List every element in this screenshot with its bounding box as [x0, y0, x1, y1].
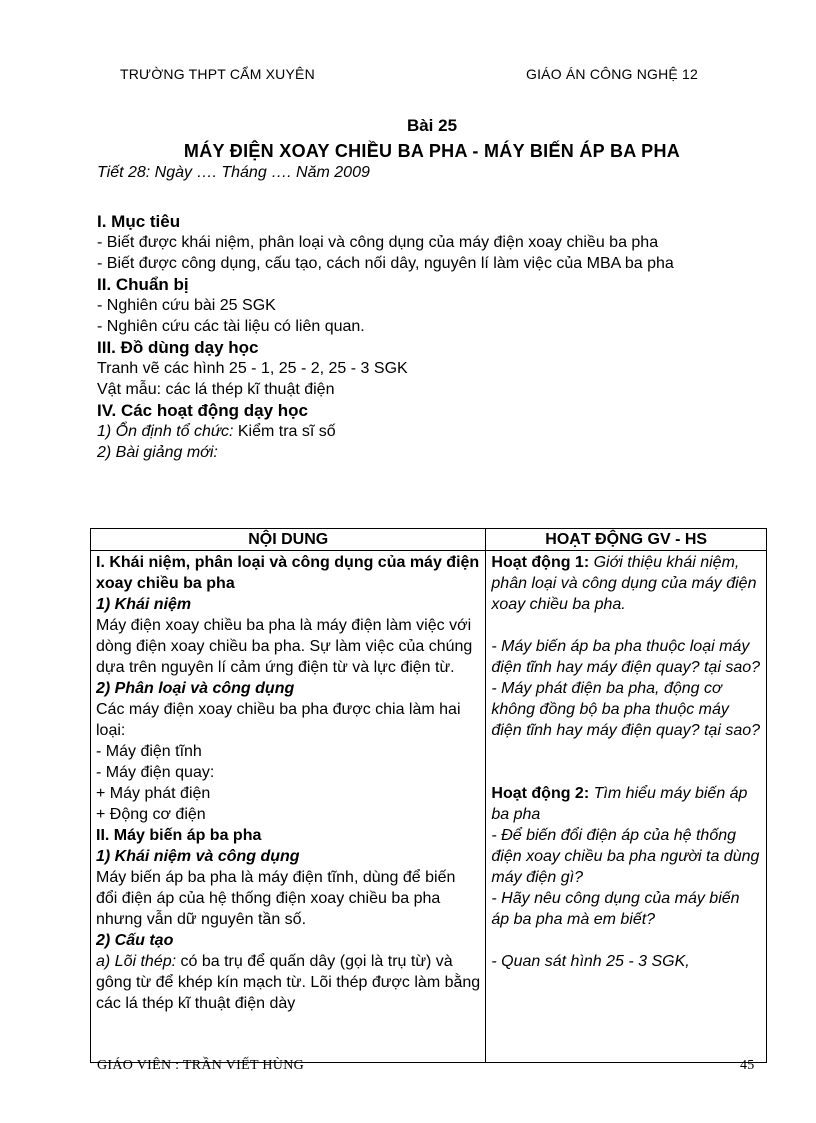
aids-item: Vật mẫu: các lá thép kĩ thuật điện — [97, 381, 335, 398]
aids-item: Tranh vẽ các hình 25 - 1, 25 - 2, 25 - 3 SGK — [97, 360, 408, 377]
activities-heading: IV. Các hoạt động dạy học — [97, 401, 308, 420]
activity-2-text: Tìm hiểu máy biến áp ba pha — [491, 785, 748, 823]
core-label: a) Lõi thép: — [96, 953, 177, 970]
section-1-heading: I. Khái niệm, phân loại và công dụng của máy điện xoay chiều ba pha — [96, 554, 480, 592]
lesson-body — [97, 207, 767, 463]
title-block — [96, 114, 768, 164]
prep-item: - Nghiên cứu bài 25 SGK — [97, 297, 276, 314]
period-line: Tiết 28: Ngày …. Tháng …. Năm 2009 — [97, 164, 370, 181]
question-1: - Máy biến áp ba pha thuộc loại máy điện tĩnh hay máy điện quay? tại sao? — [491, 638, 761, 676]
step-1-label: 1) Ổn định tổ chức: — [97, 423, 234, 440]
activity-column-header: HOẠT ĐỘNG GV - HS — [486, 529, 767, 551]
question-4: - Hãy nêu công dụng của máy biến áp ba pha mà em biết? — [491, 890, 740, 928]
list-item: + Máy phát điện — [96, 785, 211, 802]
content-cell — [91, 551, 486, 1063]
school-name: TRƯỜNG THPT CẨM XUYÊN — [120, 66, 315, 82]
objectives-heading: I. Mục tiêu — [97, 212, 181, 231]
aids-heading: III. Đồ dùng dạy học — [97, 338, 259, 357]
list-item: + Động cơ điện — [96, 806, 206, 823]
lesson-title: MÁY ĐIỆN XOAY CHIỀU BA PHA - MÁY BIẾN ÁP BA PHA — [183, 141, 681, 161]
activity-cell — [486, 551, 767, 1063]
section-1-text-2: Các máy điện xoay chiều ba pha được chia làm hai loại: — [96, 701, 461, 739]
prep-item: - Nghiên cứu các tài liệu có liên quan. — [97, 318, 365, 335]
question-3: - Để biến đổi điện áp của hệ thống điện xoay chiều ba pha người ta dùng máy điện gì? — [491, 827, 760, 886]
core-text: có ba trụ để quấn dây (gọi là trụ từ) và gông từ để khép kín mạch từ. Lõi thép được làm bằng các lá thép kĩ thuật điện dày — [96, 953, 481, 1012]
teacher-name: GIÁO VIÊN : TRẦN VIẾT HÙNG — [97, 1058, 305, 1073]
lesson-number: Bài 25 — [406, 116, 458, 135]
section-2-subheading-1: 1) Khái niệm và công dụng — [96, 848, 300, 865]
page-number: 45 — [740, 1058, 755, 1073]
section-2-heading: II. Máy biến áp ba pha — [96, 827, 262, 844]
activity-2 — [491, 783, 761, 825]
section-2-text-1: Máy biến áp ba pha là máy điện tĩnh, dùng để biến đổi điện áp của hệ thống điện xoay chiều ba pha nhưng vẫn dữ nguyên tần số. — [96, 869, 456, 928]
objective-item: - Biết được khái niệm, phân loại và công dụng của máy điện xoay chiều ba pha — [97, 234, 659, 251]
objective-item: - Biết được công dụng, cấu tạo, cách nối dây, nguyên lí làm việc của MBA ba pha — [97, 255, 674, 272]
activity-2-label: Hoạt động 2: — [491, 785, 590, 802]
activity-1 — [491, 552, 761, 615]
section-1-subheading-2: 2) Phân loại và công dụng — [96, 680, 295, 697]
activity-1-label: Hoạt động 1: — [491, 554, 590, 571]
list-item: - Máy điện quay: — [96, 764, 215, 781]
section-1-text-1: Máy điện xoay chiều ba pha là máy điện làm việc với dòng điện xoay chiều ba pha. Sự làm việc của chúng dựa trên nguyên lí cảm ứng điện từ và lực điện từ. — [96, 617, 473, 676]
subject-title: GIÁO ÁN CÔNG NGHỆ 12 — [526, 66, 699, 82]
section-2-subheading-2: 2) Cấu tạo — [96, 932, 174, 949]
question-5: - Quan sát hình 25 - 3 SGK, — [491, 953, 690, 970]
content-column-header: NỘI DUNG — [91, 529, 486, 551]
core-paragraph — [96, 951, 480, 1014]
list-item: - Máy điện tĩnh — [96, 743, 202, 760]
step-1 — [97, 421, 767, 442]
question-2: - Máy phát điện ba pha, động cơ không đồng bộ ba pha thuộc máy điện tĩnh hay máy điện quay? tại sao? — [491, 680, 761, 739]
lesson-table — [90, 528, 767, 1063]
step-1-text: Kiểm tra sĩ số — [233, 423, 336, 440]
step-2: 2) Bài giảng mới: — [97, 444, 218, 461]
activity-1-text: Giới thiệu khái niệm, phân loại và công dụng của máy điện xoay chiều ba pha. — [491, 554, 757, 613]
section-1-subheading-1: 1) Khái niệm — [96, 596, 192, 613]
prep-heading: II. Chuẩn bị — [97, 275, 189, 294]
